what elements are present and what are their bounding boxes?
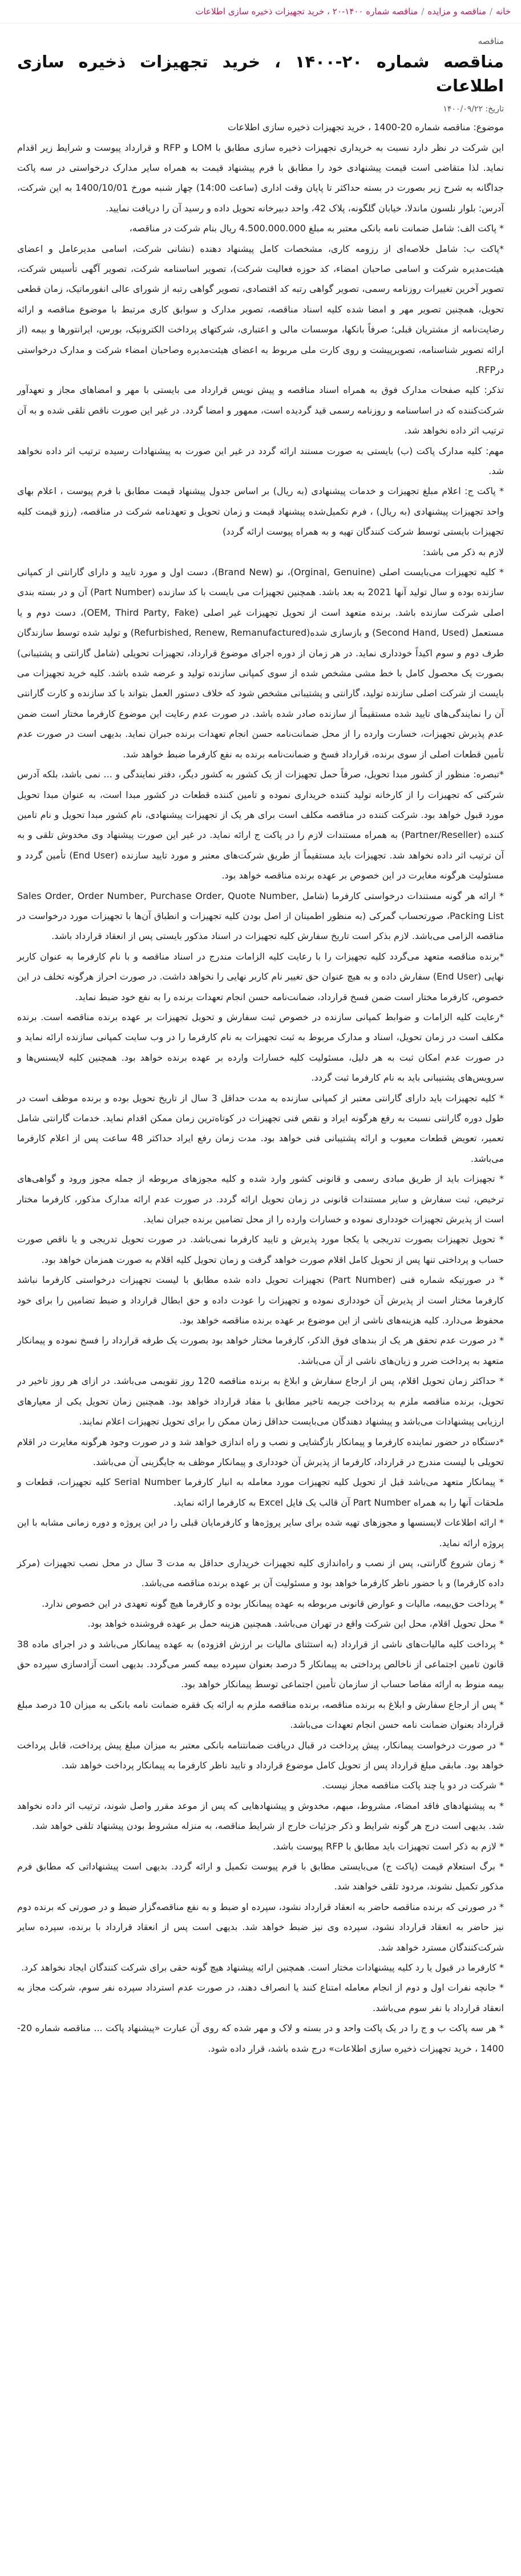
article-paragraph: * کلیه تجهیزات باید دارای گارانتی معتبر از کمپانی سازنده به مدت حداقل 3 سال از تاریخ تحویل بوده و برنده موظف است در طول دوره گارانتی نسبت به رفع هرگونه ایراد و نقص فنی تجهیزات در کوتاه‌ترین زمان ممکن اقدام نماید. خدمات گارانتی شامل تعمیر، تعویض قطعات معیوب و ارائه پشتیبانی فنی خواهد بود. مدت زمان رفع ایراد حداکثر 48 ساعت پس از اعلام کارفرما می‌باشد.: [17, 1092, 504, 1164]
article-paragraph: * در صورتیکه شماره فنی (Part Number) تجهیزات تحویل داده شده مطابق با لیست تجهیزات درخواستی کارفرما نباشد کارفرما مختار است از پذیرش آن خودداری نموده و تجهیزات را عودت داده و حق ابطال قرارداد و ضبط تضامین را برای خود محفوظ می‌دارد. کلیه هزینه‌های ناشی از این موضوع بر عهده برنده مناقصه خواهد بود.: [17, 1274, 504, 1326]
article-paragraph: * در صورت عدم تحقق هر یک از بندهای فوق الذکر، کارفرما مختار خواهد بود بصورت یک طرفه قرارداد را فسخ نموده و پیمانکار متعهد به پرداخت ضرر و زیان‌های ناشی از آن می‌باشد.: [17, 1335, 504, 1366]
article: [0, 23, 521, 2059]
article-paragraph: * کلیه تجهیزات می‌بایست اصلی (Orginal, Genuine)، نو (Brand New)، دست اول و مورد تایید و دارای گارانتی از کمپانی سازنده بوده و سال تولید آنها 2021 به بعد باشد. همچنین تجهیزات می بایست با کد سازنده (Part Number) آن و در بسته بندی اصلی شرکت سازنده باشد. برنده متعهد است از تحویل تجهیزات غیر اصلی (OEM, Third Party, Fake)، دست دوم و یا مستعمل (Second Hand, Used) و بازسازی شده(Refurbished, Renew, Remanufactured) و تولید شده توسط سازندگان طرف دوم و سوم اکیداً خودداری نماید. در هر زمان از دوره اجرای موضوع قرارداد، تجهیزات تحویلی (شامل گارانتی و پشتیبانی) بصورت یک محصول کامل با خط مشی مشخص شده از سوی کمپانی سازنده تولید و عرضه شده باشد. کلیه خرید تجهیزات می بایست از شرکت اصلی سازنده تولید، گارانتی و پشتیبانی مشخص شود که خلاف دستور العمل بتواند با کد سازنده و کارت گارانتی آن را نمایندگی‌های تایید شده مستقیماً از سازنده صادر شده باشد. در صورت عدم رعایت این موضوع کارفرما مختار است ضمن عدم پذیرش تجهیزات، خسارت وارده را از محل ضمانت‌نامه حسن انجام تعهدات برنده جبران نماید. بدیهی است در صورت عدم تأمین قطعات اصلی از سوی برنده، قرارداد فسخ و ضمانت‌نامه برنده به نفع کارفرما ضبط خواهد شد.: [17, 567, 504, 760]
article-paragraph: *تبصره: منظور از کشور مبدا تحویل، صرفاً حمل تجهیزات از یک کشور به کشور دیگر، دفتر نمایندگی و ... نمی باشد، بلکه آدرس شرکتی که تجهیزات را از کارخانه تولید کننده خریداری نموده و تامین کننده قطعات در کشور مبدا است، به عنوان مبدا تحویل مورد قبول خواهد بود. شرکت کننده در مناقصه مکلف است برای هر یک از تجهیزات پیشنهادی، نام کشور مبدا تحویل و نام تامین کننده (Partner/Reseller) به همراه مستندات لازم را در پاکت ج ارائه نماید. در غیر این صورت پیشنهاد وی مخدوش تلقی و به آن ترتیب اثر داده نخواهد شد. تجهیزات باید مستقیماً از طریق شرکت‌های معتبر و مورد تایید سازنده (End User) تأمین گردد و مسئولیت هرگونه مغایرت در این خصوص بر عهده برنده مناقصه خواهد بود.: [17, 769, 504, 881]
article-paragraph: مهم: کلیه مدارک پاکت (ب) بایستی به صورت مستند ارائه گردد در غیر این صورت به پیشنهادات رسیده ترتیب اثر داده نخواهد شد.: [17, 445, 504, 476]
article-paragraph: * پیمانکار متعهد می‌باشد قبل از تحویل کلیه تجهیزات مورد معامله به انبار کارفرما Serial Number کلیه تجهیزات، قطعات و ملحقات آنها را به همراه Part Number آن قالب یک فایل Excel به کارفرما ارائه نماید.: [17, 1476, 504, 1508]
breadcrumb-home[interactable]: خانه: [495, 6, 511, 17]
article-paragraph: * هر سه پاکت ب و ج را در یک پاکت واحد و در بسته و لاک و مهر شده که روی آن عبارت «پیشنهاد پاکت ... مناقصه شماره 20-1400 ، خرید تجهیزات ذخیره سازی اطلاعات» درج شده باشد، قرار داده شود.: [17, 2023, 504, 2054]
article-paragraph: * پرداخت کلیه مالیات‌های ناشی از قرارداد (به استثنای مالیات بر ارزش افزوده) به عهده پیمانکار می‌باشد و در اجرای ماده 38 قانون تامین اجتماعی از ناخالص پرداختی به پیمانکار 5 درصد بعنوان سپرده بیمه کسر می‌گردد. بدیهی است آزادسازی سپرده حق بیمه منوط به ارائه مفاصا حساب از سازمان تأمین اجتماعی توسط پیمانکار خواهد بود.: [17, 1638, 504, 1690]
article-paragraph: * ارائه هر گونه مستندات درخواستی کارفرما (شامل Sales Order, Order Number, Purchase Order, Quote Number, Packing List، صورتحساب گمرکی (به منظور اطمینان از اصل بودن کلیه تجهیزات و انطباق آن‌ها با تجهیزات مورد درخواست در مناقصه الزامی می‌باشد. لازم بذکر است تاریخ سفارش کلیه تجهیزات در اسناد مذکور بایستی پس از انعقاد قرارداد باشد.: [17, 890, 504, 942]
breadcrumb-tenders[interactable]: مناقصه و مزایده: [427, 6, 486, 17]
article-paragraph: *پاکت ب: شامل خلاصه‌ای از رزومه کاری، مشخصات کامل پیشنهاد دهنده (نشانی شرکت، اسامی مدیرعامل و اعضای هیئت‌مدیره شرکت و اسامی صاحبان امضاء، کد حوزه فعالیت شرکت)، تصویر اساسنامه شرکت، تصویر آگهی تأسیس شرکت، تصویر آخرین تغییرات روزنامه رسمی، تصویر گواهی رتبه کد اقتصادی، تصویر گواهی رتبه از شورای عالی انفورماتیک، زمان قطعی تحویل، همچنین تصویر مهر و امضا شده کلیه اسناد مناقصه، تصویر مدارک و سوابق کاری مرتبط با موضوع مناقصه و ارائه رضایت‌نامه از مشتریان قبلی؛ صرفاً بانکها، موسسات مالی و اعتباری، شرکتهای پرداخت الکترونیک، بورس، ایرانتورها و بیمه (از ارائه تصویر شناسنامه، تصویرپیشت و روی کارت ملی مربوط به اعضای هیئت‌مدیره وصاحبان امضاء شرکت و مدارک درخواستی درRFP.: [17, 243, 504, 375]
article-date: تاریخ: ۱۴۰۰/۰۹/۲۲: [443, 105, 504, 114]
article-paragraph: *برنده مناقصه متعهد می‌گردد کلیه تجهیزات را با رعایت کلیه الزامات مندرج در اسناد مناقصه و با نام کارفرما به عنوان کاربر نهایی (End User) سفارش داده و به هیچ عنوان حق تغییر نام کاربر نهایی را نخواهد داشت. در صورت احراز هرگونه تخلف در این خصوص، کارفرما مختار است ضمن فسخ قرارداد، ضمانت‌نامه حسن انجام تعهدات برنده را به نفع خود ضبط نماید.: [17, 950, 504, 1002]
article-paragraph: * لازم به ذکر است تجهیزات باید مطابق با RFP پیوست باشد.: [273, 1840, 504, 1852]
article-paragraph: * پاکت الف: شامل ضمانت نامه بانکی معتبر به مبلغ 4.500.000.000 ریال بنام شرکت در مناقصه،: [129, 223, 504, 234]
article-paragraph: * ارائه اطلاعات لایسنسها و مجوزهای تهیه شده برای سایر پروژه‌ها و کارفرمایان قبلی را در این پروژه و دوره زمانی مشابه با این پروژه ارائه نماید.: [17, 1517, 504, 1548]
article-paragraph: * حداکثر زمان تحویل اقلام، پس از ارجاع سفارش و ابلاغ به برنده مناقصه 120 روز تقویمی می‌باشد. در ازای هر روز تاخیر در تحویل، برنده مناقصه ملزم به پرداخت جریمه تاخیر مطابق با مفاد قرارداد خواهد بود. همچنین زمان تحویل یکی از معیارهای ارزیابی پیشنهادات می‌باشد و پیشنهاد دهندگان می‌بایست حداقل زمان ممکن را برای تحویل تجهیزات اعلام نمایند.: [17, 1375, 504, 1427]
article-paragraph: موضوع: مناقصه شماره 20-1400 ، خرید تجهیزات ذخیره سازی اطلاعات: [227, 122, 504, 133]
article-paragraph: * در صورتی که برنده مناقصه حاضر به انعقاد قرارداد نشود، سپرده او ضبط و به نفع مناقصه‌گزار ضبط و در صورتی که برنده دوم نیز حاضر به انعقاد قرارداد نشود، سپرده وی نیز ضبط خواهد شد. بدیهی است پس از انعقاد قرارداد با برنده، سپرده سایر شرکت‌کنندگان مسترد خواهد شد.: [17, 1901, 504, 1953]
article-paragraph: * پرداخت حق‌بیمه، مالیات و عوارض قانونی مربوطه به عهده پیمانکار بوده و کارفرما هیچ گونه تعهدی در این خصوص ندارد.: [42, 1598, 504, 1609]
article-paragraph: * تحویل تجهیزات بصورت تدریجی یا یکجا مورد پذیرش و تایید کارفرما نمی‌باشد. در صورت تحویل تدریجی و یا ناقص صورت حساب و پرداختی تنها پس از تحویل کامل اقلام صورت خواهد گرفت و زمان تحویل کلیه اقلام به صورت همزمان خواهد بود.: [17, 1234, 504, 1265]
article-paragraph: * به پیشنهادهای فاقد امضاء، مشروط، مبهم، مخدوش و پیشنهادهایی که پس از موعد مقرر واصل شوند، ترتیب اثر داده نخواهد شد. بدیهی است درج هر گونه شرایط و ذکر جزئیات خارج از شرایط مناقصه، به منزله مشروط بودن پیشنهاد تلقی خواهد شد.: [17, 1800, 504, 1832]
article-paragraph: لازم به ذکر می باشد:: [422, 546, 504, 557]
article-paragraph: * در صورت درخواست پیمانکار، پیش پرداخت در قبال دریافت ضمانتنامه بانکی معتبر به میزان مبلغ پیش پرداخت، قابل پرداخت خواهد بود. مابقی مبلغ قرارداد پس از تحویل کامل موضوع قرارداد و تایید ناظر کارفرما به پیمانکار پرداخت خواهد شد.: [17, 1739, 504, 1771]
article-paragraph: *رعایت کلیه الزامات و ضوابط کمپانی سازنده در خصوص ثبت سفارش و تحویل تجهیزات بر عهده برنده مناقصه است. برنده مکلف است در زمان تحویل، اسناد و مدارک مربوط به ثبت تجهیزات به نام کارفرما را در وب سایت کمپانی سازنده ارائه نماید و در صورت عدم امکان ثبت به هر دلیل، مسئولیت کلیه خسارات وارده بر عهده برنده خواهد بود. همچنین کلیه لایسنس‌ها و سرویس‌های پشتیبانی باید به نام کارفرما ثبت گردد.: [17, 1011, 504, 1084]
breadcrumb: [0, 0, 521, 23]
article-paragraph: تذکر: کلیه صفحات مدارک فوق به همراه اسناد مناقصه و پیش نویس قرارداد می بایستی با مهر و امضاهای مجاز و تعهدآور شرکت‌کننده که در اساسنامه و روزنامه رسمی قید گردیده است، ممهور و امضا گردد. در غیر این صورت ناقص تلقی شده و به آن ترتیب اثر داده نخواهد شد.: [17, 384, 504, 436]
article-paragraph: * پاکت ج: اعلام مبلغ تجهیزات و خدمات پیشنهادی (به ریال) بر اساس جدول پیشنهاد قیمت مطابق با فرم پیوست ، اعلام بهای واحد تجهیزات پیشنهادی (به ریال) ، فرم تکمیل‌شده پیشنهاد قیمت و زمان تحویل و تعهدنامه شرکت در مناقصه، (رزو قیمت کلیه تجهیزات بایستی توسط شرکت کنندگان تهیه و به همراه پیوست ارائه گردد): [17, 485, 504, 537]
article-paragraph: * شرکت در دو یا چند پاکت مناقصه مجاز نیست.: [322, 1780, 504, 1791]
article-category: مناقصه: [478, 36, 504, 46]
article-paragraph: * برگ استعلام قیمت (پاکت ج) می‌بایستی مطابق با فرم پیوست تکمیل و ارائه گردد. بدیهی است پیشنهاداتی که مطابق فرم مذکور تکمیل نشوند، مردود تلقی خواهند شد.: [17, 1861, 504, 1892]
article-paragraph: * کارفرما در قبول یا رد کلیه پیشنهادات مختار است. همچنین ارائه پیشنهاد هیچ گونه حقی برای شرکت کنندگان ایجاد نخواهد کرد.: [21, 1962, 504, 1973]
article-paragraph: * محل تحویل اقلام، محل این شرکت واقع در تهران می‌باشد. همچنین هزینه حمل بر عهده فروشنده خواهد بود.: [87, 1618, 504, 1630]
article-paragraph: * زمان شروع گارانتی، پس از نصب و راه‌اندازی کلیه تجهیزات خریداری حداقل به مدت 3 سال در محل نصب تجهیزات (مرکز داده کارفرما) و با حضور ناظر کارفرما خواهد بود و مسئولیت آن بر عهده برنده مناقصه می‌باشد.: [17, 1557, 504, 1589]
breadcrumb-current: مناقصه شماره ۱۴۰۰-۲۰ ، خرید تجهیزات ذخیره سازی اطلاعات: [195, 6, 418, 17]
article-paragraph: * پس از ارجاع سفارش و ابلاغ به برنده مناقصه، برنده مناقصه ملزم به ارائه یک فقره ضمانت نامه بانکی به میزان 10 درصد مبلغ قرارداد بعنوان ضمانت نامه حسن انجام تعهدات می‌باشد.: [17, 1699, 504, 1731]
breadcrumb-separator: /: [421, 6, 425, 17]
page-title: مناقصه شماره ۲۰-۱۴۰۰ ، خرید تجهیزات ذخیره سازی اطلاعات: [17, 52, 504, 96]
article-paragraph: * تجهیزات باید از طریق مبادی رسمی و قانونی کشور وارد شده و کلیه مجوزهای مربوطه از جمله مجوز ورود و گواهی‌های ترخیص، ثبت سفارش و سایر مستندات قانونی در زمان تحویل ارائه گردد. در صورت عدم ارائه مدارک مذکور، کارفرما مختار است از پذیرش تجهیزات خودداری نموده و خسارات وارده را از محل تضامین برنده جبران نماید.: [17, 1173, 504, 1225]
article-paragraph: این شرکت در نظر دارد نسبت به خریداری تجهیزات ذخیره سازی مطابق با LOM و RFP و قرارداد پیوست و شرایط زیر اقدام نماید. لذا متقاضی است قیمت پیشنهادی خود را مطابق با فرم پیشنهاد قیمت به همراه سایر مدارک درخواستی در سه پاکت جداگانه به شرح زیر بصورت در بسته حداکثر تا پایان وقت اداری (ساعت 14:00) چهار شنبه مورخ 1400/10/01 به این شرکت، آدرس: بلوار نلسون ماندلا، خیابان گلگونه، پلاک 42، واحد دبیرخانه تحویل داده و رسید آن را دریافت نمایید.: [17, 142, 504, 214]
article-paragraph: * جانچه نفرات اول و دوم از انجام معامله امتناع کنند یا انصراف دهند، در صورت عدم استرداد سپرده نفر سوم، شرکت مجاز به انعقاد قرارداد با نفر سوم می‌باشد.: [17, 1982, 504, 2013]
article-paragraph: *دستگاه در حضور نماینده کارفرما و پیمانکار بازگشایی و نصب و راه اندازی خواهد شد و در صورت وجود هرگونه مغایرت در اقلام تحویلی با لیست مندرج در قرارداد، کارفرما از پذیرش آن خودداری و پیمانکار موظف به جایگزینی آن می‌باشد.: [17, 1436, 504, 1467]
article-body: [17, 117, 504, 2059]
breadcrumb-separator: /: [489, 6, 492, 17]
